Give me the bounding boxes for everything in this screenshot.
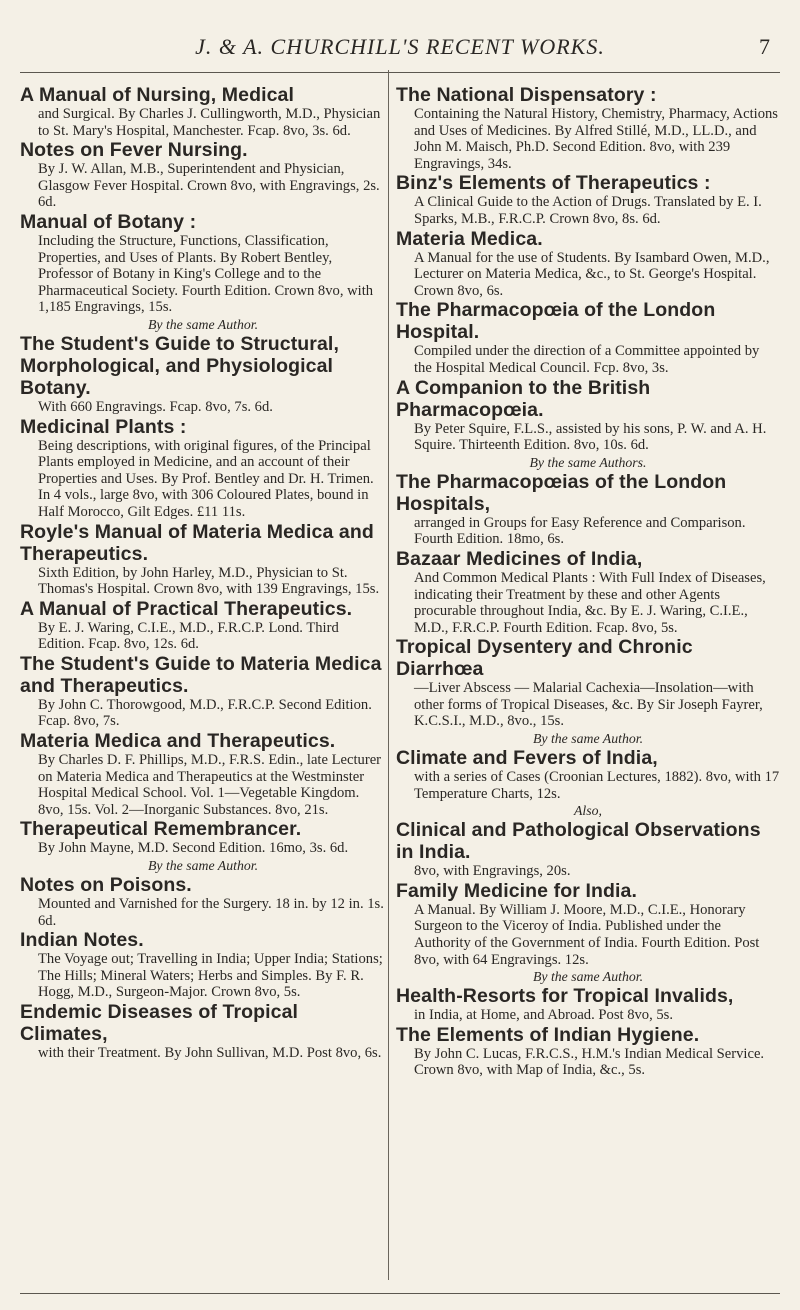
left-column [20,84,386,1270]
book-entry [396,819,780,880]
running-title: J. & A. CHURCHILL'S RECENT WORKS. [195,34,605,59]
book-description: By John Mayne, M.D. Second Edition. 16mo, 3s. 6d. [38,840,349,857]
book-title: Notes on Poisons. [20,874,192,897]
book-note: By the same Author. [147,316,259,332]
book-description: Including the Structure, Functions, Classification, Properties, and Uses of Plants. By Robert Bentley, Professor of Botany in King's College and to the Pharmaceutical Society. Fourth Edition. Crown 8vo, with 1,185 Engravings, 15s. [38,232,374,316]
book-entry [396,747,780,819]
book-title: A Manual of Practical Therapeutics. [20,597,353,620]
book-description: By John C. Thorowgood, M.D., F.R.C.P. Second Edition. Fcap. 8vo, 7s. [38,696,372,730]
book-title: Therapeutical Remembrancer. [20,818,302,841]
book-title: Family Medicine for India. [396,879,637,902]
book-description: Being descriptions, with original figures, of the Principal Plants employed in Medicine, and an account of their Properties and Uses. By Prof. Bentley and Dr. H. Trimen. In 4 vols., large 8vo, with 306 Coloured Plates, bound in Half Morocco, Gilt Edges. £11 11s. [38,437,374,520]
book-entry [20,818,386,874]
book-title: Indian Notes. [20,929,144,952]
book-description: with a series of Cases (Croonian Lectures, 1882). 8vo, with 17 Temperature Charts, 12s. [414,769,780,802]
book-entry [396,548,780,636]
book-description: The Voyage out; Travelling in India; Upper India; Stations; The Hills; Mineral Waters; Herbs and Simples. By F. R. Hogg, M.D., Surgeon-Major. Crown 8vo, 5s. [38,951,383,1001]
header-rule [20,72,780,73]
book-note: By the same Author. [532,731,644,747]
page-header [20,26,780,76]
book-note: By the same Author. [147,858,259,874]
book-entry [20,874,386,929]
book-description: By Peter Squire, F.L.S., assisted by his sons, P. W. and A. H. Squire. Thirteenth Edition. 8vo, 10s. 6d. [414,420,767,454]
book-note: By the same Authors. [529,454,647,470]
book-entry [396,1024,780,1079]
book-entry [20,333,386,416]
book-description: By John C. Lucas, F.R.C.S., H.M.'s Indian Medical Service. Crown 8vo, with Map of India, &c., 5s. [414,1045,765,1079]
book-title: Climate and Fevers of India, [396,747,658,770]
book-entry [20,84,386,139]
book-title: Materia Medica. [396,227,543,250]
book-entry [396,377,780,471]
book-entry [20,416,386,521]
book-title: Health-Resorts for Tropical Invalids, [396,985,734,1008]
book-entry [20,929,386,1001]
book-description: arranged in Groups for Easy Reference and Comparison. Fourth Edition. 18mo, 6s. [414,514,746,548]
book-description: With 660 Engravings. Fcap. 8vo, 7s. 6d. [38,398,273,415]
book-description: A Clinical Guide to the Action of Drugs. Translated by E. I. Sparks, M.B., F.R.C.P. Crown 8vo, 8s. 6d. [414,194,762,227]
page-number: 7 [759,34,770,59]
book-description: with their Treatment. By John Sullivan, M.D. Post 8vo, 6s. [38,1045,382,1061]
book-entry [20,598,386,653]
book-title: Binz's Elements of Therapeutics : [396,172,711,195]
book-description: and Surgical. By Charles J. Cullingworth, M.D., Physician to St. Mary's Hospital, Manchester. Fcap. 8vo, 3s. 6d. [38,106,381,139]
book-title: Tropical Dysentery and Chronic Diarrhœa [396,636,693,681]
book-title: The Student's Guide to Structural, Morphological, and Physiological Botany. [20,332,339,399]
book-entry [20,211,386,333]
book-description: By E. J. Waring, C.I.E., M.D., F.R.C.P. Lond. Third Edition. Fcap. 8vo, 12s. 6d. [38,619,339,653]
column-divider [388,70,389,1280]
book-title: Manual of Botany : [20,210,197,233]
book-description: Sixth Edition, by John Harley, M.D., Physician to St. Thomas's Hospital. Crown 8vo, with 139 Engravings, 15s. [38,564,380,598]
book-title: A Manual of Nursing, Medical [20,84,295,106]
book-description: A Manual. By William J. Moore, M.D., C.I.E., Honorary Surgeon to the Viceroy of India. Published under the Authority of the Government of India. Fourth Edition. Post 8vo, with 64 Engravings. 12s. [414,901,760,968]
book-title: Clinical and Pathological Observations in India. [396,819,761,864]
book-note: Also, [574,803,602,819]
book-title: The National Dispensatory : [396,84,657,106]
book-title: Medicinal Plants : [20,415,187,438]
book-title: Royle's Manual of Materia Medica and Therapeutics. [20,520,374,565]
book-description: Compiled under the direction of a Committee appointed by the Hospital Medical Council. Fcp. 8vo, 3s. [414,343,760,376]
book-entry [396,471,780,548]
book-title: Materia Medica and Therapeutics. [20,730,336,753]
book-entry [396,228,780,300]
book-description: 8vo, with Engravings, 20s. [414,863,571,880]
book-entry [396,880,780,985]
book-description: in India, at Home, and Abroad. Post 8vo, 5s. [414,1007,674,1024]
book-entry [20,1001,386,1062]
book-title: Bazaar Medicines of India, [396,547,643,570]
book-entry [396,84,780,172]
book-title: Notes on Fever Nursing. [20,139,248,162]
book-entry [396,636,780,747]
book-entry [396,172,780,227]
book-entry [20,653,386,730]
book-entry [396,985,780,1024]
book-title: A Companion to the British Pharmacopœia. [396,376,651,421]
book-description: Mounted and Varnished for the Surgery. 18 in. by 12 in. 1s. 6d. [38,896,384,929]
bottom-rule [20,1293,780,1294]
book-title: The Pharmacopœias of the London Hospitals, [396,470,727,515]
book-description: By J. W. Allan, M.B., Superintendent and Physician, Glasgow Fever Hospital. Crown 8vo, with Engravings, 2s. 6d. [38,161,380,211]
book-note: By the same Author. [532,969,644,985]
book-title: The Elements of Indian Hygiene. [396,1023,700,1046]
book-title: The Student's Guide to Materia Medica and Therapeutics. [20,652,382,697]
book-entry [20,521,386,598]
book-description: —Liver Abscess — Malarial Cachexia—Insolation—with other forms of Tropical Diseases, &c. By Sir Joseph Fayrer, K.C.S.I., M.D., 8vo., 15s. [414,680,763,730]
book-entry [396,299,780,376]
book-description: A Manual for the use of Students. By Isambard Owen, M.D., Lecturer on Materia Medica, &c., to St. George's Hospital. Crown 8vo, 6s. [414,249,770,299]
book-description: Containing the Natural History, Chemistry, Pharmacy, Actions and Uses of Medicines. By Alfred Stillé, M.D., LL.D., and John M. Maisch, Ph.D. Second Edition. 8vo, with 239 Engravings, 34s. [414,106,778,172]
book-title: Endemic Diseases of Tropical Climates, [20,1001,299,1045]
book-title: The Pharmacopœia of the London Hospital. [396,299,716,344]
right-column [396,84,780,1270]
book-entry [20,139,386,211]
book-description: By Charles D. F. Phillips, M.D., F.R.S. Edin., late Lecturer on Materia Medica and Therapeutics at the Westminster Hospital Medical School. Vol. 1—Vegetable Kingdom. 8vo, 15s. Vol. 2—Inorganic Substances. 8vo, 21s. [38,752,382,818]
book-description: And Common Medical Plants : With Full Index of Diseases, indicating their Treatment by these and other Agents procurable throughout India, &c. By E. J. Waring, C.I.E., M.D., F.R.C.P. Fourth Edition. Fcap. 8vo, 5s. [414,569,766,636]
book-entry [20,730,386,818]
